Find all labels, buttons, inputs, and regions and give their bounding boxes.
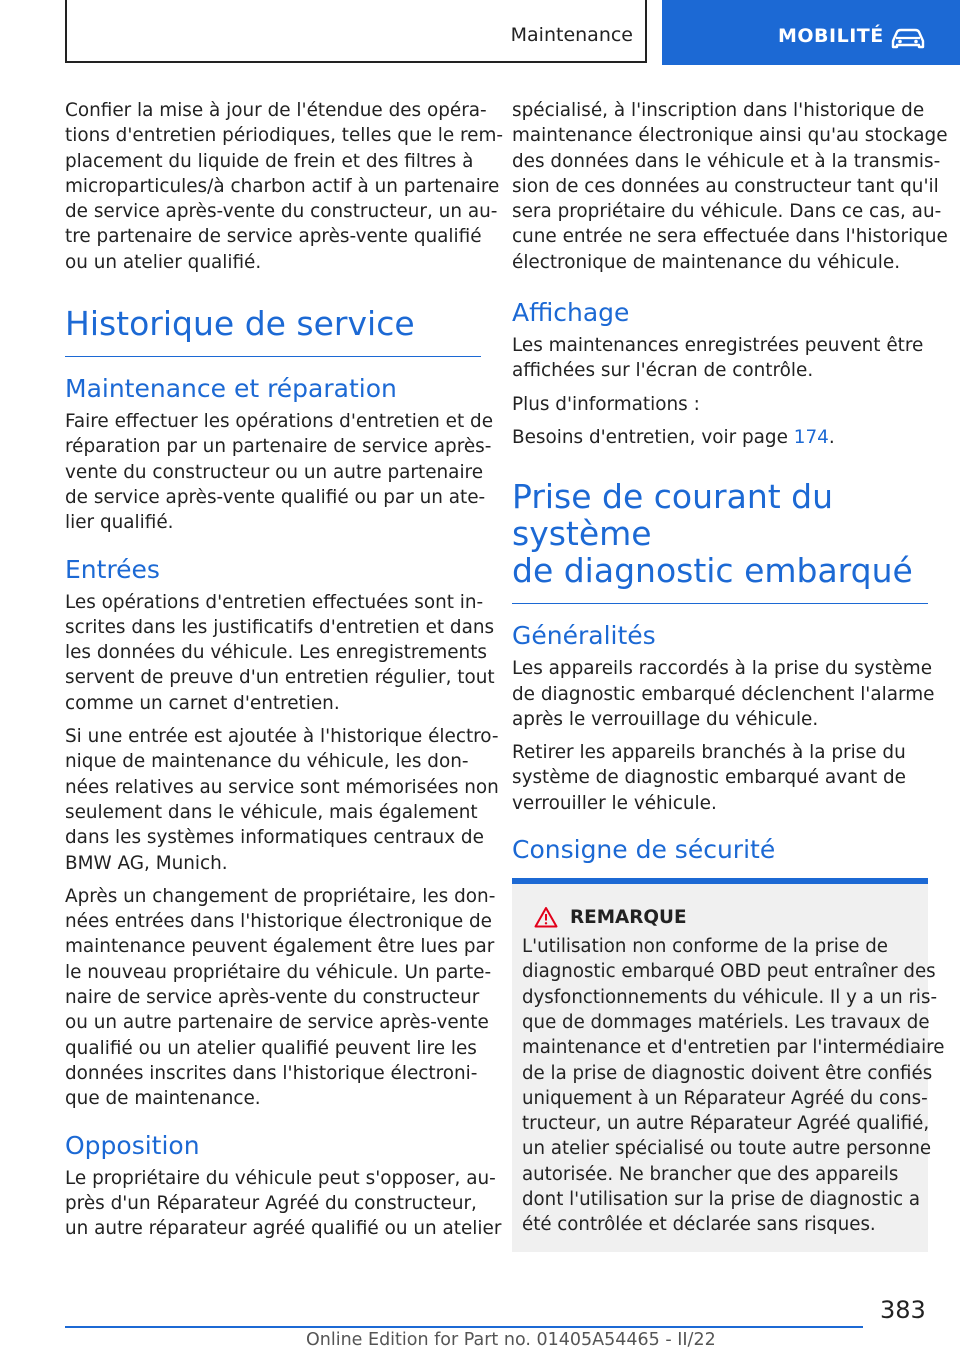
section-tab bbox=[65, 0, 647, 63]
text-line: électronique de maintenance du véhicule. bbox=[512, 251, 901, 273]
footer-rule bbox=[65, 1326, 863, 1328]
text-line: dans les systèmes informatiques centraux de bbox=[65, 827, 484, 849]
left-column bbox=[65, 98, 504, 1249]
text-line: ou un autre partenaire de service après-vente bbox=[65, 1012, 489, 1034]
text-line: Confier la mise à jour de l'étendue des opéra- bbox=[65, 100, 487, 121]
text-line: que de maintenance. bbox=[65, 1088, 261, 1110]
text-line: été contrôlée et déclarée sans risques. bbox=[522, 1214, 876, 1236]
maintenance-paragraph bbox=[65, 409, 494, 535]
text-line: sion de ces données au constructeur tant qu'il bbox=[512, 175, 939, 197]
warning-triangle-icon bbox=[534, 906, 558, 928]
text-line: affichées sur l'écran de contrôle. bbox=[512, 360, 814, 382]
text-line: ou un atelier qualifié. bbox=[65, 251, 262, 273]
text-line: de service après-vente qualifié ou par un ate- bbox=[65, 486, 486, 508]
text-line: BMW AG, Munich. bbox=[65, 852, 228, 874]
heading-obd-socket bbox=[512, 478, 928, 604]
text-line: le nouveau propriétaire du véhicule. Un parte- bbox=[65, 961, 492, 983]
opposition-paragraph bbox=[65, 1166, 502, 1242]
warning-text bbox=[522, 934, 945, 1238]
general-paragraph-2 bbox=[512, 740, 928, 816]
text-line: tions d'entretien périodiques, telles que le rem- bbox=[65, 125, 504, 147]
display-paragraph-1 bbox=[512, 333, 928, 384]
text-line: système de diagnostic embarqué avant de bbox=[512, 767, 906, 789]
text-line: dysfonctionnements du véhicule. Il y a un ris- bbox=[522, 986, 938, 1008]
entries-paragraph-1 bbox=[65, 590, 495, 716]
text-line: comme un carnet d'entretien. bbox=[65, 692, 340, 714]
warning-header bbox=[522, 906, 920, 928]
text-line: maintenance peuvent également être lues par bbox=[65, 936, 495, 958]
text-line: placement du liquide de frein et des filtres à bbox=[65, 150, 474, 172]
heading-opposition: Opposition bbox=[65, 1130, 200, 1160]
text-line: autorisée. Ne brancher que des appareils bbox=[522, 1163, 899, 1185]
warning-box bbox=[512, 878, 945, 1252]
heading-safety-note: Consigne de sécurité bbox=[512, 835, 776, 865]
text-line: spécialisé, à l'inscription dans l'historique de bbox=[512, 100, 925, 121]
text-line: Le propriétaire du véhicule peut s'opposer, au- bbox=[65, 1167, 496, 1189]
entries-paragraph-3 bbox=[65, 884, 496, 1112]
text-line: diagnostic embarqué OBD peut entraîner des bbox=[522, 961, 936, 983]
text-line: Les appareils raccordés à la prise du système bbox=[512, 658, 933, 680]
page-link-174[interactable]: 174 bbox=[793, 426, 829, 448]
text-line: nique de maintenance du véhicule, les don- bbox=[65, 751, 469, 773]
section-title: Maintenance bbox=[510, 24, 633, 46]
text-line: de service après-vente du constructeur, un au- bbox=[65, 201, 498, 223]
text-line: un autre réparateur agréé qualifié ou un atelier bbox=[65, 1218, 502, 1240]
text-line: sera propriétaire du véhicule. Dans ce cas, au- bbox=[512, 201, 942, 223]
warning-title: REMARQUE bbox=[570, 906, 687, 928]
text-line: Prise de courant du système bbox=[512, 477, 834, 554]
text-line: cune entrée ne sera effectuée dans l'historique bbox=[512, 226, 948, 248]
text-line: L'utilisation non conforme de la prise de bbox=[522, 936, 888, 958]
text-line: tre partenaire de service après-vente qualifié bbox=[65, 226, 482, 248]
chapter-title: MOBILITÉ bbox=[778, 25, 884, 47]
continued-paragraph bbox=[512, 98, 948, 275]
heading-service-history: Historique de service bbox=[65, 305, 481, 357]
text-line: Après un changement de propriétaire, les don- bbox=[65, 885, 496, 907]
display-paragraph-3 bbox=[512, 425, 928, 450]
text-line: maintenance et d'entretien par l'intermédiaire bbox=[522, 1037, 945, 1059]
entries-paragraph-2 bbox=[65, 724, 499, 876]
text-line: Si une entrée est ajoutée à l'historique électro- bbox=[65, 726, 499, 748]
text-line: lier qualifié. bbox=[65, 512, 174, 534]
heading-general: Généralités bbox=[512, 621, 656, 651]
text-line: de diagnostic embarqué bbox=[512, 551, 913, 591]
text-line: nées entrées dans l'historique électronique de bbox=[65, 911, 492, 933]
text-line: maintenance électronique ainsi qu'au stockage bbox=[512, 125, 948, 147]
text-line: servent de preuve d'un entretien régulier, tout bbox=[65, 667, 495, 689]
text-line: près d'un Réparateur Agréé du constructeur, bbox=[65, 1192, 477, 1214]
text-line: vente du constructeur ou un autre partenaire bbox=[65, 461, 484, 483]
heading-entries: Entrées bbox=[65, 554, 160, 584]
text-line: données inscrites dans l'historique électroni- bbox=[65, 1062, 478, 1084]
text-line: Retirer les appareils branchés à la prise du bbox=[512, 742, 906, 764]
text-line: Les maintenances enregistrées peuvent être bbox=[512, 335, 924, 357]
text-line: verrouiller le véhicule. bbox=[512, 792, 717, 814]
text-line: scrites dans les justificatifs d'entretien et dans bbox=[65, 616, 495, 638]
text-line: tructeur, un autre Réparateur Agréé qualifié, bbox=[522, 1113, 930, 1135]
text-line: après le verrouillage du véhicule. bbox=[512, 708, 819, 730]
text-line: Les opérations d'entretien effectuées sont in- bbox=[65, 591, 484, 613]
page-number: 383 bbox=[880, 1296, 926, 1324]
text-line: Faire effectuer les opérations d'entretien et de bbox=[65, 411, 494, 433]
heading-display: Affichage bbox=[512, 298, 630, 328]
display-ref-text: Besoins d'entretien, voir page bbox=[512, 426, 794, 448]
text-line: uniquement à un Réparateur Agréé du cons- bbox=[522, 1087, 928, 1109]
footer-edition: Online Edition for Part no. 01405A54465 - II/22 bbox=[306, 1330, 716, 1350]
text-line: microparticules/à charbon actif à un partenaire bbox=[65, 175, 500, 197]
heading-maintenance-repair: Maintenance et réparation bbox=[65, 374, 397, 404]
text-line: des données dans le véhicule et à la transmis- bbox=[512, 150, 941, 172]
intro-paragraph bbox=[65, 98, 504, 275]
text-line: de la prise de diagnostic doivent être confiés bbox=[522, 1062, 933, 1084]
display-paragraph-2: Plus d'informations : bbox=[512, 393, 700, 415]
text-line: nées relatives au service sont mémorisées non bbox=[65, 776, 499, 798]
chapter-tab bbox=[662, 0, 960, 65]
text-line: naire de service après-vente du constructeur bbox=[65, 987, 480, 1009]
text-line: seulement dans le véhicule, mais également bbox=[65, 801, 478, 823]
right-column bbox=[512, 98, 948, 1252]
car-icon bbox=[889, 27, 927, 51]
text-line: un atelier spécialisé ou toute autre personne bbox=[522, 1138, 932, 1160]
display-ref-suffix: . bbox=[828, 426, 835, 448]
text-line: que de dommages matériels. Les travaux de bbox=[522, 1011, 930, 1033]
general-paragraph-1 bbox=[512, 656, 935, 732]
text-line: qualifié ou un atelier qualifié peuvent lire les bbox=[65, 1037, 477, 1059]
text-line: les données du véhicule. Les enregistrements bbox=[65, 642, 487, 664]
text-line: de diagnostic embarqué déclenchent l'alarme bbox=[512, 683, 935, 705]
text-line: dont l'utilisation sur la prise de diagnostic a bbox=[522, 1189, 921, 1211]
text-line: réparation par un partenaire de service après- bbox=[65, 436, 492, 458]
